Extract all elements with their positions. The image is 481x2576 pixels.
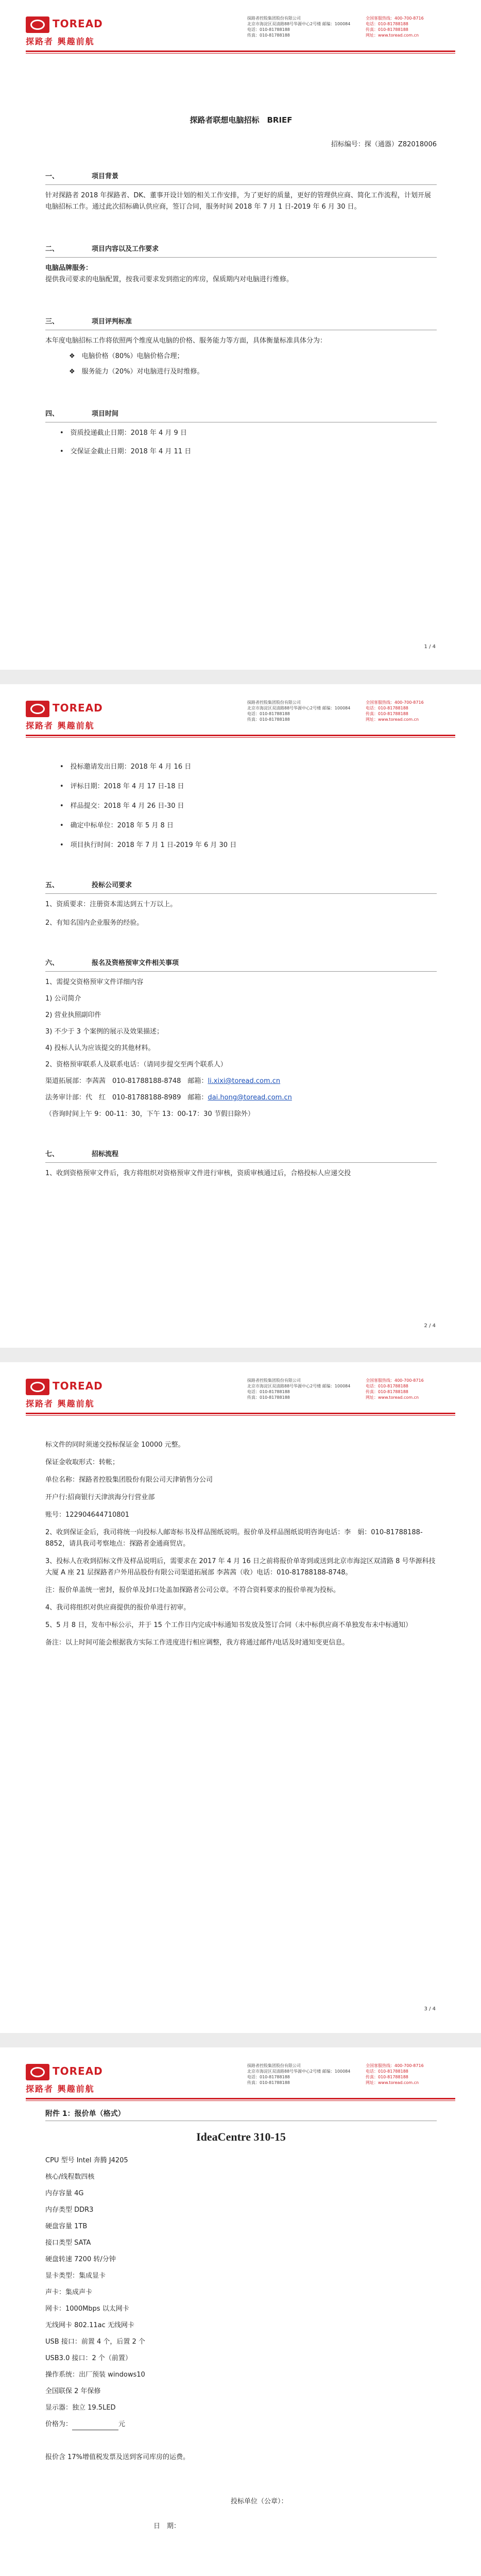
page-2 [0, 684, 481, 1348]
toread-logo [26, 700, 124, 730]
section-heading: 五、 投标公司要求 [45, 882, 132, 889]
header-divider [26, 2098, 455, 2099]
page-4-body [45, 2108, 437, 2532]
toread-logo [26, 15, 124, 45]
list-item: • 确定中标单位：2018 年 5 月 8 日 [60, 822, 174, 829]
section-divider [45, 971, 437, 972]
logo-mark-icon [26, 1379, 49, 1395]
header-address: 探路者控股集团股份有限公司 北京市海淀区双清路88号华源中心2号楼 邮编：100084 电话：010-81788188 传真：010-81788188 [247, 1378, 351, 1400]
spec-line: 无线网卡 802.11ac 无线网卡 [45, 2321, 134, 2329]
paragraph: 3、投标人在收到招标文件及样品说明后，需要求在 2017 年 4 月 16 日之前将报价单寄到或送到北京市海淀区双清路 8 号华源科技大厦 A 座 21 层探路者户外用品股份有限公司渠道拓展部 李茜茜（收）电话：010-81788188-8748。 [45, 1557, 436, 1577]
header-contact: 全国客服热线：400-700-8716 电话：010-81788188 传真：010-81788188 网址：www.toread.com.cn [366, 2063, 424, 2085]
email-link[interactable]: li.xixi@toread.com.cn [208, 1077, 281, 1085]
paragraph: 标文件的同时须递交投标保证金 10000 元整。 [45, 1441, 185, 1449]
list-item: ❖ 服务能力（20%）对电脑进行及时维修。 [69, 368, 204, 376]
section-body: 1、收到资格预审文件后，我方将组织对资格预审文件进行审核，资质审核通过后，合格投标人应递交投 [45, 1170, 351, 1177]
spec-line: 网卡：1000Mbps 以太网卡 [45, 2305, 129, 2313]
page-1-body [45, 114, 437, 457]
list-item: • 资质投递截止日期：2018 年 4 月 9 日 [60, 429, 187, 437]
annex-title: 附件 1：报价单（格式） [45, 2110, 125, 2118]
page-number: 3 / 4 [424, 2006, 436, 2012]
list-item: 2、有知名国内企业服务的经验。 [45, 919, 144, 927]
page-2-body [45, 761, 437, 1179]
spec-line: USB 接口：前置 4 个，后置 2 个 [45, 2338, 145, 2346]
contact-line: 渠道拓展部：李茜茜 010-81788188-8748 邮箱：li.xixi@toread.com.cn [45, 1077, 281, 1085]
page-number: 2 / 4 [424, 1323, 436, 1329]
spec-line: 硬盘转速 7200 转/分钟 [45, 2256, 116, 2263]
section-body: 针对探路者 2018 年探路者、DK、董事开设计划的相关工作安排，为了更好的质量，更好的管理供应商、简化工作流程，计划开展电脑招标工作。通过此次招标确认供应商，签订合同，服务时间 2018 年 7 月 1 日-2019 年 6 月 30 日。 [45, 192, 431, 211]
list-item: ❖ 电脑价格（80%）电脑价格合理； [69, 352, 184, 360]
paragraph: 账号：122904644710801 [45, 1511, 130, 1519]
logo-mark-icon [26, 2064, 49, 2080]
header-divider-thin [26, 737, 455, 738]
page-gap [0, 2033, 481, 2047]
logo-text-cn: 探路者 興趣前航 [26, 2084, 95, 2094]
spec-line: 声卡：集成声卡 [45, 2289, 93, 2296]
header-divider [26, 50, 455, 52]
spec-line: 内存类型 DDR3 [45, 2206, 94, 2214]
logo-text-en: TOREAD [53, 2065, 103, 2077]
toread-logo [26, 2063, 124, 2093]
spec-line: 内存容量 4G [45, 2190, 84, 2197]
page-1 [0, 0, 481, 670]
page-header [26, 700, 455, 731]
spec-line: 核心/线程数四核 [45, 2173, 95, 2181]
header-divider [26, 1413, 455, 1414]
section-heading: 四、 项目时间 [45, 410, 119, 418]
list-item: • 交保证金截止日期：2018 年 4 月 11 日 [60, 448, 192, 455]
page-gap [0, 1348, 481, 1362]
header-contact: 全国客服热线：400-700-8716 电话：010-81788188 传真：010-81788188 网址：www.toread.com.cn [366, 700, 424, 722]
spec-line: 接口类型 SATA [45, 2239, 91, 2247]
page-header [26, 1378, 455, 1409]
paragraph: 2、收到保证金后，我司将统一向投标人邮寄标书及样品图纸说明。报价单及样品图纸说明咨询电话：李 娟：010-81788188-8852，请具我司考察地点：探路者金通商贸店。 [45, 1529, 423, 1548]
section-heading: 三、 项目评判标准 [45, 318, 132, 326]
section-body: 本年度电脑招标工作将依照两个维度从电脑的价格、服务能力等方面，具体衡量标准具体分为： [45, 337, 327, 345]
header-contact: 全国客服热线：400-700-8716 电话：010-81788188 传真：010-81788188 网址：www.toread.com.cn [366, 1378, 424, 1400]
spec-line: 全国联保 2 年保修 [45, 2387, 101, 2395]
page-gap [0, 670, 481, 684]
list-item: • 项目执行时间：2018 年 7 月 1 日-2019 年 6 月 30 日 [60, 841, 237, 849]
spec-line: CPU 型号 Intel 奔腾 J4205 [45, 2157, 128, 2164]
spec-line: 显示器：独立 19.5LED [45, 2404, 116, 2412]
page-4 [0, 2047, 481, 2576]
section-divider [45, 184, 437, 185]
price-blank[interactable] [72, 2422, 118, 2430]
price-line: 价格为： 元 [45, 2419, 437, 2430]
section-heading: 七、 招标流程 [45, 1150, 119, 1158]
contact-line: 法务审计部：代 红 010-81788188-8989 邮箱：dai.hong@toread.com.cn [45, 1094, 292, 1101]
list-item: 2) 营业执照副印件 [45, 1011, 101, 1019]
paragraph: 5、5 月 8 日，发布中标公示，并于 15 个工作日内完成中标通知书发放及签订合同（未中标供应商不单独发布未中标通知） [45, 1621, 413, 1629]
page-header [26, 2063, 455, 2094]
logo-text-en: TOREAD [53, 702, 103, 714]
header-divider-thin [26, 1415, 455, 1416]
section-divider [45, 1162, 437, 1163]
list-item: • 投标邀请发出日期：2018 年 4 月 16 日 [60, 763, 192, 771]
email-link[interactable]: dai.hong@toread.com.cn [208, 1094, 292, 1101]
header-divider-thin [26, 2100, 455, 2101]
logo-mark-icon [26, 701, 49, 717]
list-item: • 评标日期：2018 年 4 月 17 日-18 日 [60, 783, 184, 790]
header-address: 探路者控股集团股份有限公司 北京市海淀区双清路88号华源中心2号楼 邮编：100084 电话：010-81788188 传真：010-81788188 [247, 700, 351, 722]
paragraph: 单位名称：探路者控股集团股份有限公司天津销售分公司 [45, 1476, 213, 1484]
tax-note: 报价含 17%增值税发票及送到客司库房的运费。 [45, 2453, 190, 2461]
page-3-body [45, 1439, 437, 1649]
section-subheading: 电脑品牌服务： [45, 264, 93, 272]
page-header [26, 15, 455, 46]
toread-logo [26, 1378, 124, 1408]
section-divider [45, 257, 437, 258]
logo-text-cn: 探路者 興趣前航 [26, 37, 95, 46]
header-divider-thin [26, 53, 455, 54]
section-divider [45, 893, 437, 894]
spec-line: USB3.0 接口：2 个（前置） [45, 2354, 132, 2362]
page-number: 1 / 4 [424, 644, 436, 650]
product-name: IdeaCentre 310-15 [196, 2130, 286, 2143]
signature-date: 日 期： [153, 2522, 181, 2530]
logo-mark-icon [26, 16, 49, 33]
list-item: • 样品提交：2018 年 4 月 26 日-30 日 [60, 802, 184, 810]
list-item: 3) 不少于 3 个案例的展示及效果描述； [45, 1028, 164, 1036]
page-3 [0, 1362, 481, 2033]
paragraph: 备注：以上时间可能会根据我方实际工作进度进行相应调整，我方将通过邮件/电话及时通知变更信息。 [45, 1639, 349, 1647]
header-divider [26, 735, 455, 736]
section-heading: 一、 项目背景 [45, 173, 119, 180]
tender-number: 招标编号：探（通器）Z82018006 [331, 141, 437, 148]
paragraph: 注：报价单盖统一密封，报价单及封口处盖加探路者公司公章。不符合资料要求的报价单视为投标。 [45, 1586, 340, 1594]
list-item: 1) 公司简介 [45, 995, 81, 1003]
spec-line: 显卡类型：集成显卡 [45, 2272, 106, 2280]
header-contact: 全国客服热线：400-700-8716 电话：010-81788188 传真：010-81788188 网址：www.toread.com.cn [366, 16, 424, 38]
logo-text-en: TOREAD [53, 18, 103, 30]
header-address: 探路者控股集团股份有限公司 北京市海淀区双清路88号华源中心2号楼 邮编：100084 电话：010-81788188 传真：010-81788188 [247, 2063, 351, 2085]
section-body: 提供我司要求的电脑配置，按我司要求发到指定的库房，保质期内对电脑进行维修。 [45, 276, 294, 283]
logo-text-cn: 探路者 興趣前航 [26, 1399, 95, 1409]
section-heading: 六、 报名及资格预审文件相关事项 [45, 959, 179, 967]
spec-line: 硬盘容量 1TB [45, 2223, 88, 2230]
paragraph: 保证金收取形式：转帐； [45, 1459, 119, 1466]
list-item: 1、需提交资格预审文件详细内容 [45, 978, 144, 986]
signature-unit: 投标单位（公章）： [231, 2498, 288, 2505]
section-heading: 二、 项目内容以及工作要求 [45, 245, 159, 253]
logo-text-en: TOREAD [53, 1380, 103, 1392]
list-item: 2、资格预审联系人及联系电话：（请同步提交至两个联系人） [45, 1061, 227, 1069]
header-address: 探路者控股集团股份有限公司 北京市海淀区双清路88号华源中心2号楼 邮编：100084 电话：010-81788188 传真：010-81788188 [247, 16, 351, 38]
logo-text-cn: 探路者 興趣前航 [26, 721, 95, 731]
consult-hours: （咨询时间上午 9：00-11：30，下午 13：00-17：30 节假日除外） [45, 1110, 254, 1118]
list-item: 1、资质要求：注册资本需达到五十万以上。 [45, 901, 177, 908]
paragraph: 开户行:招商银行天津滨海分行营业部 [45, 1494, 155, 1501]
spec-line: 操作系统：出厂预装 windows10 [45, 2371, 145, 2379]
list-item: 4) 投标人认为应该提交的其他材料。 [45, 1044, 155, 1052]
paragraph: 4、我司将组织对供应商提供的报价单进行初审。 [45, 1604, 191, 1612]
document-title: 探路者联想电脑招标 BRIEF [190, 115, 293, 125]
